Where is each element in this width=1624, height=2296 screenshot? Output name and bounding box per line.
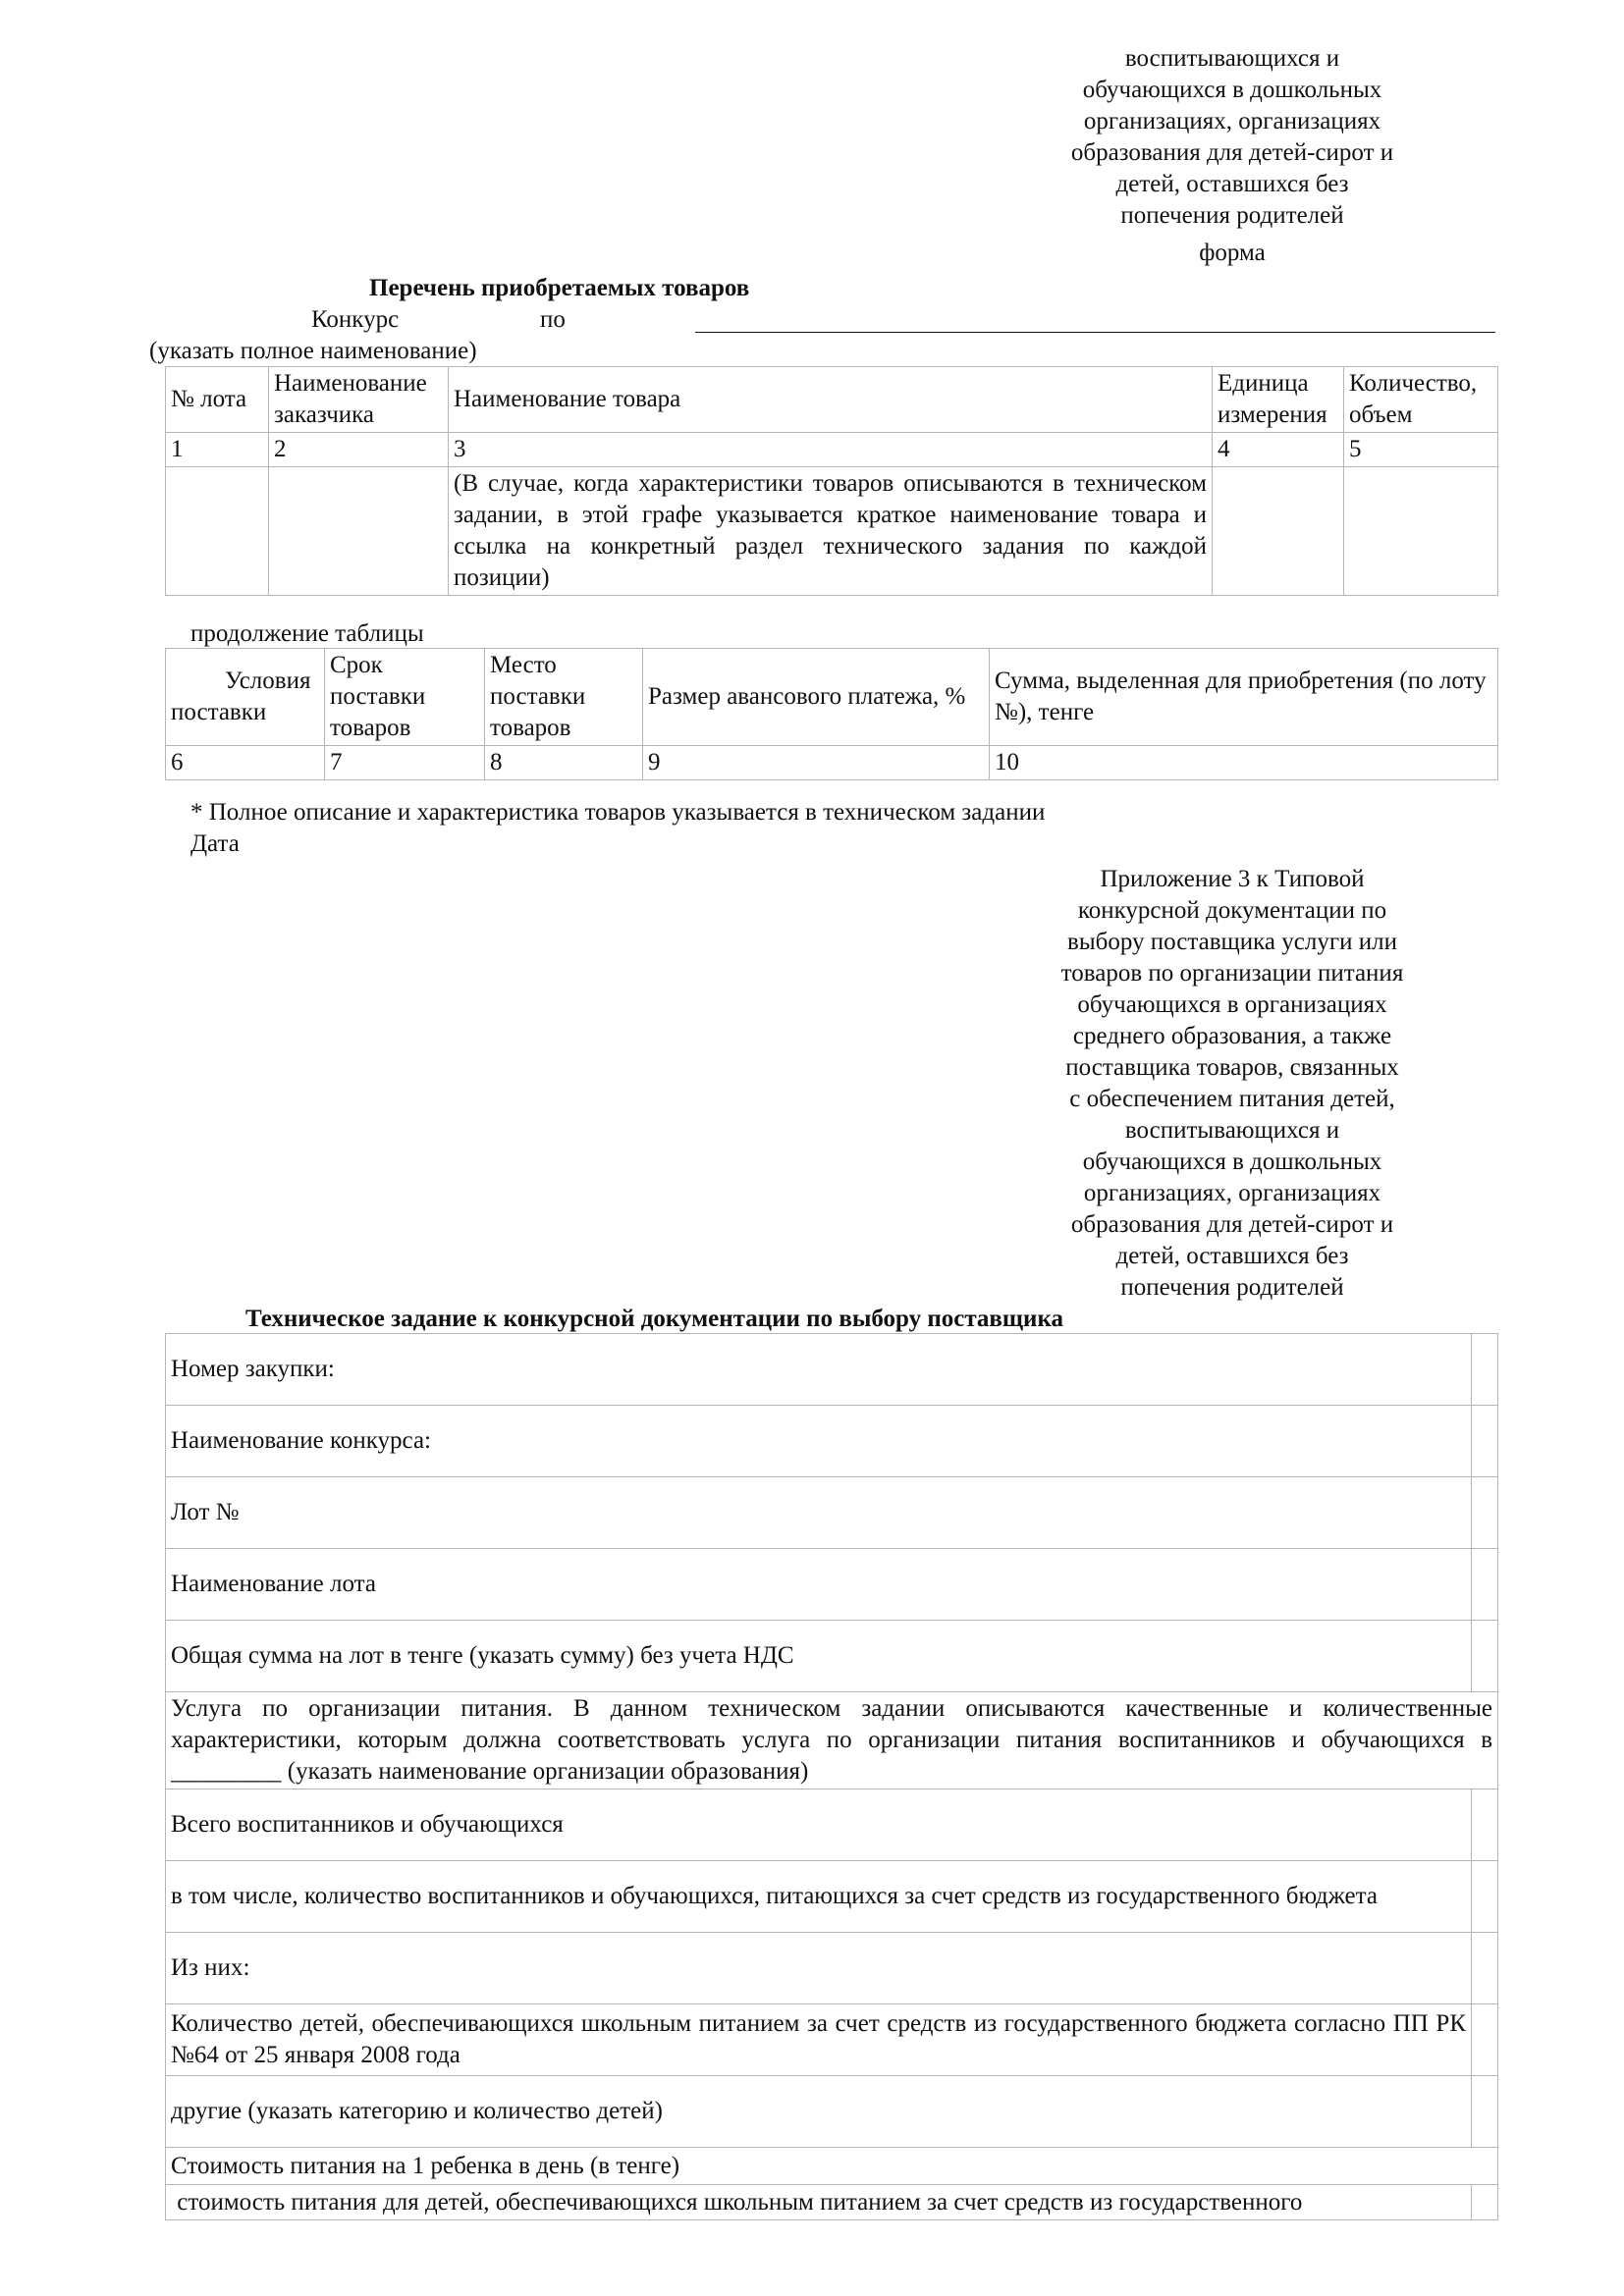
empty-cell	[269, 467, 449, 596]
appendix-line: попечения родителей	[1120, 1274, 1344, 1301]
tech-spec-row	[166, 1549, 1498, 1621]
tech-spec-row	[166, 2004, 1498, 2076]
column-number: 2	[269, 433, 449, 467]
column-number: 8	[485, 746, 643, 780]
header-note-top	[1021, 43, 1443, 232]
value-cell	[1472, 2185, 1498, 2220]
lot-number-label: Лот №	[166, 1477, 1472, 1549]
lot-name-label: Наименование лота	[166, 1549, 1472, 1621]
header-quantity: Количество, объем	[1344, 367, 1498, 433]
meal-cost-label: Стоимость питания на 1 ребенка в день (в тенге)	[166, 2148, 1498, 2185]
total-pupils-label: Всего воспитанников и обучающихся	[166, 1789, 1472, 1861]
appendix-line: с обеспечением питания детей,	[1069, 1086, 1395, 1112]
goods-table	[165, 366, 1498, 596]
continuation-number-row	[166, 746, 1498, 780]
goods-table-header-row	[166, 367, 1498, 433]
appendix-line: образования для детей-сирот и	[1070, 1211, 1394, 1238]
column-number: 6	[166, 746, 325, 780]
header-unit: Единица измерения	[1213, 367, 1344, 433]
form-label: форма	[1199, 240, 1266, 266]
value-cell	[1472, 1334, 1498, 1406]
appendix-line: детей, оставшихся без	[1115, 1243, 1349, 1269]
column-number: 9	[643, 746, 990, 780]
tech-spec-row	[166, 1406, 1498, 1477]
appendix-line: поставщика товаров, связанных	[1065, 1054, 1399, 1081]
header-note-line: обучающихся в дошкольных	[1082, 77, 1382, 103]
lot-total-label: Общая сумма на лот в тенге (указать сумму) без учета НДС	[166, 1621, 1472, 1692]
tech-spec-row	[166, 1334, 1498, 1406]
header-note-line: образования для детей-сирот и	[1070, 139, 1394, 166]
name-hint: (указать полное наименование)	[149, 338, 477, 364]
continuation-table	[165, 648, 1498, 780]
value-cell	[1472, 2004, 1498, 2076]
appendix-line: организациях, организациях	[1083, 1180, 1381, 1206]
goods-list-title: Перечень приобретаемых товаров	[369, 275, 750, 301]
empty-cell	[166, 467, 269, 596]
value-cell	[1472, 1406, 1498, 1477]
other-children-label: другие (указать категорию и количество детей)	[166, 2076, 1472, 2148]
goods-table-number-row	[166, 433, 1498, 467]
column-number: 7	[325, 746, 485, 780]
goods-name-note: (В случае, когда характеристики товаров описываются в техническом задании, в этой графе указывается краткое наименование товара и ссылка на конкретный раздел технического задания по каждой позиции)	[449, 467, 1213, 596]
tech-spec-row	[166, 2148, 1498, 2185]
header-delivery-terms: Условия поставки	[166, 649, 325, 746]
school-meal-cost-label: стоимость питания для детей, обеспечивающихся школьным питанием за счет средств из государственного	[166, 2185, 1472, 2220]
tech-spec-title: Техническое задание к конкурсной документации по выбору поставщика	[245, 1306, 1063, 1332]
po-label: по	[540, 306, 566, 333]
appendix-line: выбору поставщика услуги или	[1067, 929, 1397, 955]
continuation-label: продолжение таблицы	[190, 620, 424, 647]
goods-table-note-row	[166, 467, 1498, 596]
tech-spec-row	[166, 1933, 1498, 2004]
tech-spec-row	[166, 2076, 1498, 2148]
tech-spec-row	[166, 2185, 1498, 2220]
header-advance-payment: Размер авансового платежа, %	[643, 649, 990, 746]
header-customer-name: Наименование заказчика	[269, 367, 449, 433]
value-cell	[1472, 1621, 1498, 1692]
purchase-number-label: Номер закупки:	[166, 1334, 1472, 1406]
column-number: 3	[449, 433, 1213, 467]
date-label: Дата	[190, 830, 240, 857]
tech-spec-row	[166, 1477, 1498, 1549]
name-underline	[695, 302, 1495, 333]
header-lot-number: № лота	[166, 367, 269, 433]
value-cell	[1472, 1933, 1498, 2004]
appendix-line: Приложение 3 к Типовой	[1100, 866, 1365, 892]
value-cell	[1472, 1549, 1498, 1621]
tech-spec-row	[166, 1861, 1498, 1933]
appendix-line: обучающихся в организациях	[1077, 991, 1387, 1018]
column-number: 4	[1213, 433, 1344, 467]
column-number: 1	[166, 433, 269, 467]
header-note-line: попечения родителей	[1120, 202, 1344, 229]
appendix-note	[1021, 864, 1443, 1304]
column-number: 5	[1344, 433, 1498, 467]
value-cell	[1472, 1861, 1498, 1933]
appendix-line: товаров по организации питания	[1060, 960, 1404, 987]
header-note-line: воспитывающихся и	[1124, 45, 1340, 72]
empty-cell	[1344, 467, 1498, 596]
appendix-line: воспитывающихся и	[1124, 1117, 1340, 1144]
service-description: Услуга по организации питания. В данном техническом задании описываются качественные и количественные характеристики, которым должна соответствовать услуга по организации питания воспитанников и обучающихся в _________ (указать наименование организации образования)	[166, 1692, 1498, 1789]
appendix-line: конкурсной документации по	[1077, 897, 1387, 924]
school-meals-children-label: Количество детей, обеспечивающихся школьным питанием за счет средств из государственного бюджета согласно ПП РК №64 от 25 января 2008 года	[166, 2004, 1472, 2076]
header-allocated-sum: Сумма, выделенная для приобретения (по лоту №), тенге	[990, 649, 1498, 746]
appendix-line: обучающихся в дошкольных	[1082, 1148, 1382, 1175]
header-delivery-place: Место поставки товаров	[485, 649, 643, 746]
appendix-line: среднего образования, а также	[1072, 1023, 1392, 1049]
continuation-header-row	[166, 649, 1498, 746]
tech-spec-row	[166, 1621, 1498, 1692]
tech-spec-row	[166, 1692, 1498, 1789]
value-cell	[1472, 1789, 1498, 1861]
tender-name-label: Наименование конкурса:	[166, 1406, 1472, 1477]
konkurs-label: Конкурс	[311, 306, 400, 333]
value-cell	[1472, 1477, 1498, 1549]
empty-cell	[1213, 467, 1344, 596]
tech-spec-row	[166, 1789, 1498, 1861]
header-note-line: детей, оставшихся без	[1115, 171, 1349, 197]
header-note-line: организациях, организациях	[1083, 108, 1381, 134]
budget-pupils-label: в том числе, количество воспитанников и обучающихся, питающихся за счет средств из государственного бюджета	[166, 1861, 1472, 1933]
value-cell	[1472, 2076, 1498, 2148]
tech-spec-table	[165, 1333, 1498, 2220]
header-delivery-time: Срок поставки товаров	[325, 649, 485, 746]
column-number: 10	[990, 746, 1498, 780]
footnote: * Полное описание и характеристика товаров указывается в техническом задании	[190, 799, 1046, 826]
of-them-label: Из них:	[166, 1933, 1472, 2004]
header-goods-name: Наименование товара	[449, 367, 1213, 433]
